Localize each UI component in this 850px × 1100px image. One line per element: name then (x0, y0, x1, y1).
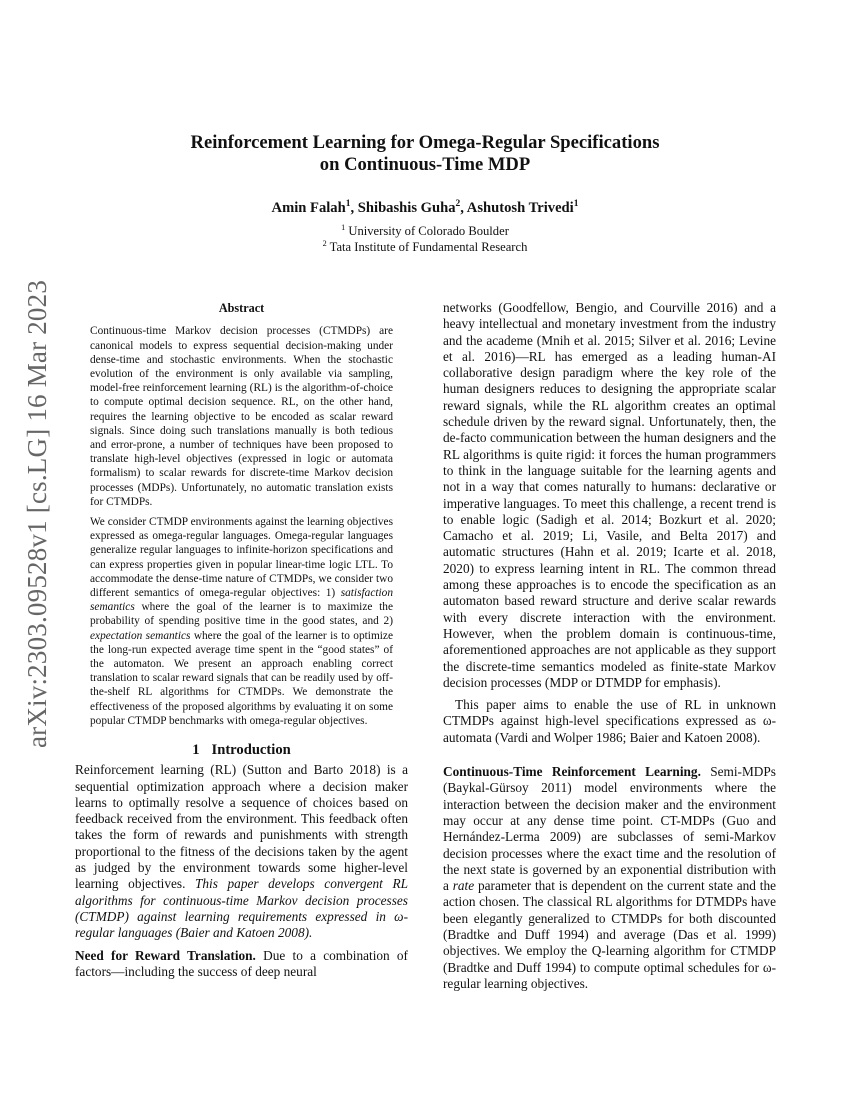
affiliation-name: University of Colorado Boulder (348, 224, 509, 238)
abstract-text: We consider CTMDP environments against the learning objectives expressed as omega-regular languages. Omega-regular languages generalize regular languages to infinite-horizon specifications and can express properties given in popular linear-time logic LTL. To accommodate the dense-time nature of CTMDPs, we consider two different semantics of omega-regular objectives: 1) (90, 515, 393, 599)
author-name: Shibashis Guha (357, 200, 456, 216)
intro-paragraph (75, 762, 408, 941)
left-column (75, 300, 408, 980)
section-heading-introduction (75, 742, 408, 758)
affiliation (150, 223, 700, 239)
aim-paragraph: This paper aims to enable the use of RL in unknown CTMDPs against high-level specifications expressed as ω-automata (Vardi and Wolper 1986; Baier and Katoen 2008). (443, 697, 776, 745)
title-line-1: Reinforcement Learning for Omega-Regular Specifications (190, 132, 660, 153)
run-in-heading: Need for Reward Translation. (75, 947, 256, 963)
body-text: Semi-MDPs (Baykal-Gürsoy 2011) model environments where the interaction between the decision maker and the environment may occur at any dense time point. CT-MDPs (Guo and Hernández-Lerma 2009) are subclasses of semi-Markov decision processes where the exact time and the resolution of the next state is governed by an exponential distribution with a (443, 764, 776, 894)
author-name: Ashutosh Trivedi (466, 200, 574, 216)
need-for-reward-continuation: networks (Goodfellow, Bengio, and Courville 2016) and a heavy intellectual and monetary investment from the industry and the academe (Mnih et al. 2015; Silver et al. 2016; Levine et al. 2016)—RL has emerged as a leading human-AI collaborative design paradigm where the key role of the human designers reduces to designing the appropriate scalar reward signals, while the RL algorithm creates an optimal schedule driven by the reward signal. Unfortunately, then, the de-facto communication between the human designers and the RL algorithms is quite rigid: it forces the human programmers to think in the language suitable for the learning agents and not in a way that comes naturally to humans: declarative or imperative languages. To meet this challenge, a recent trend is to enable logic (Sadigh et al. 2014; Bozkurt et al. 2020; Camacho et al. 2019; Li, Vasile, and Belta 2017) and automatic structures (Hahn et al. 2019; Icarte et al. 2018, 2020) to express learning intent in RL. The common thread among these approaches is to encode the specification as an automaton based reward structure and derive scalar rewards with every discrete interaction with the environment. However, when the problem domain is continuous-time, aforementioned approaches are not applicable as they support the discrete-time semantics modeled as finite-state Markov decision processes (MDP or DTMDP for emphasis). (443, 300, 776, 690)
abstract-text: where the goal of the learner is to optimize the long-run expected average time spent in the “good states” of the automaton. We present an approach enabling correct translation to scalar reward signals that can be readily used by off-the-shelf RL algorithms for CTMDPs. We demonstrate the effectiveness of the proposed algorithms by evaluating it on some popular CTMDP benchmarks with omega-regular objectives. (90, 629, 393, 727)
section-number: 1 (192, 741, 200, 758)
body-text: parameter that is dependent on the current state and the action chosen. The classical RL algorithms for DTMDPs have been elegantly generalized to CTMDPs for both discounted (Bradtke and Duff 1994) and average (Das et al. 1999) objectives. We employ the Q-learning algorithm for CTMDP (Bradtke and Duff 1994) to compute optimal schedules for ω-regular learning objectives. (443, 878, 776, 991)
abstract-body (90, 324, 393, 728)
section-title: Introduction (211, 741, 291, 758)
paper-title (150, 132, 700, 176)
title-line-2: on Continuous-Time MDP (319, 154, 531, 175)
abstract-paragraph: Continuous-time Markov decision processes (CTMDPs) are canonical models to express sequential decision-making under dense-time and stochastic environments. When the stochastic evolution of the environment is only available via sampling, model-free reinforcement learning (RL) is the algorithm-of-choice to compute optimal decision sequence. RL, on the other hand, requires the learning objective to be encoded as scalar reward signals. Since doing such translations manually is both tedious and error-prone, a number of techniques have been proposed to translate high-level objectives (expressed in logic or automata formalism) to scalar rewards for discrete-time Markov decision processes (MDPs). Unfortunately, no automatic translation exists for CTMDPs. (90, 325, 393, 508)
body-text: Reinforcement learning (RL) (Sutton and Barto 2018) is a sequential optimization approach where a decision maker learns to optimally resolve a sequence of choices based on feedback received from the environment. This feedback often takes the form of rewards and punishments with strength proportional to the fitness of the decisions taken by the agent as judged by the environment towards some higher-level learning objectives. (75, 762, 408, 892)
ctrl-paragraph (443, 764, 776, 992)
abstract-paragraph (90, 515, 393, 728)
author-list (150, 199, 700, 217)
affiliation-list (150, 223, 700, 255)
author-affil-mark: 1 (573, 199, 579, 210)
right-column (443, 300, 776, 992)
author-affil-mark: 1 (345, 199, 351, 210)
body-emphasis: This paper develops convergent RL algorithms for continuous-time Markov decision processes (CTMDP) against learning requirements expressed in ω-regular languages (Baier and Katoen 2008). (75, 876, 408, 941)
author-separator: , (350, 200, 358, 216)
affiliation-mark: 2 (322, 238, 327, 248)
body-text: Due to a combination of factors—including the success of deep neural (75, 947, 408, 979)
author-affil-mark: 2 (455, 199, 461, 210)
author-name: Amin Falah (271, 200, 346, 216)
body-emphasis: rate (452, 878, 475, 894)
affiliation-name: Tata Institute of Fundamental Research (329, 240, 528, 254)
arxiv-identifier: arXiv:2303.09528v1 [cs.LG] 16 Mar 2023 (22, 279, 52, 748)
abstract-text: where the goal of the learner is to maximize the probability of spending positive time in the good states, and 2) (90, 601, 393, 628)
abstract-heading: Abstract (218, 301, 265, 315)
affiliation (150, 239, 700, 255)
need-for-reward-paragraph (75, 948, 408, 981)
author-separator: , (460, 200, 467, 216)
abstract-emphasis: expectation semantics (90, 629, 191, 642)
affiliation-mark: 1 (341, 222, 346, 232)
abstract-emphasis: satisfaction semantics (90, 586, 393, 614)
run-in-heading: Continuous-Time Reinforcement Learning. (443, 764, 701, 780)
